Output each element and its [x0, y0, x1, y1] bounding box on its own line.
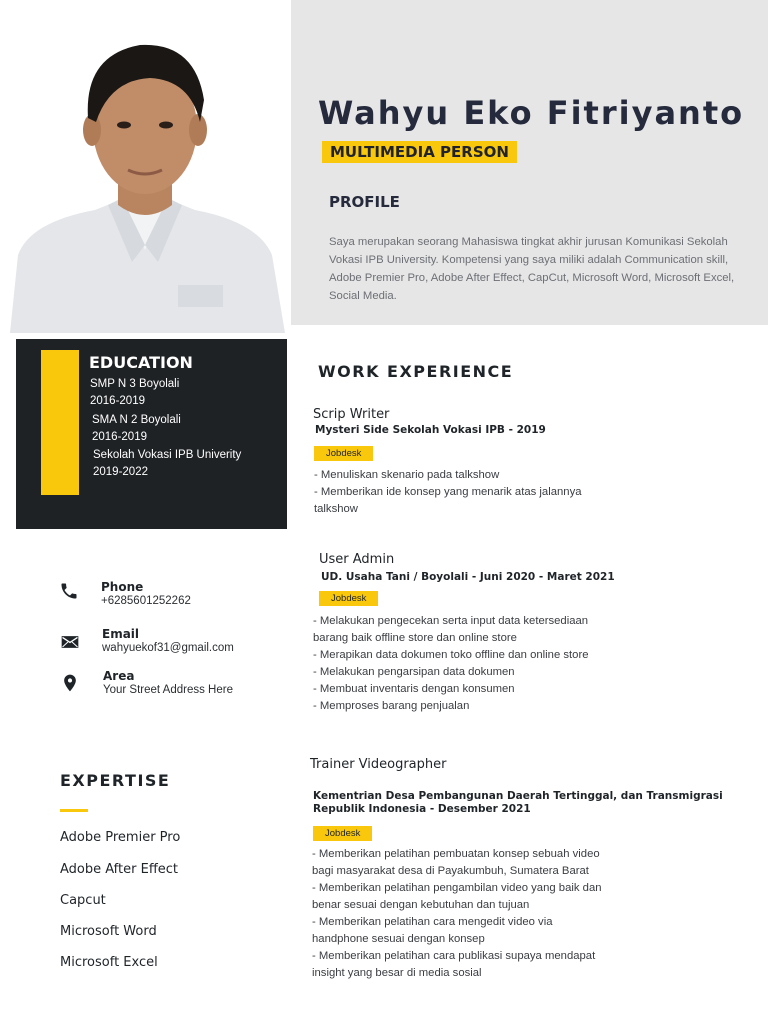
education-school: SMA N 2 Boyolali — [92, 414, 181, 426]
job-duties — [314, 467, 582, 518]
skill-item: Capcut — [60, 893, 106, 908]
profile-text: Saya merupakan seorang Mahasiswa tingkat akhir jurusan Komunikasi Sekolah Vokasi IPB University. Kompetensi yang saya miliki adalah Communication skill, Adobe Premier Pro, Adobe After Effect, CapCut, Microsoft Word, Microsoft Excel, Social Media. — [329, 236, 735, 302]
area-value: Your Street Address Here — [103, 684, 233, 696]
education-years: 2019-2022 — [93, 466, 148, 478]
education-years: 2016-2019 — [92, 431, 147, 443]
duty-line: - Memberikan pelatihan cara publikasi supaya mendapat — [312, 950, 596, 962]
job-organization: UD. Usaha Tani / Boyolali - Juni 2020 - Maret 2021 — [321, 571, 615, 583]
duty-line: handphone sesuai dengan konsep — [312, 933, 485, 945]
phone-label: Phone — [101, 580, 144, 594]
location-pin-icon — [60, 673, 80, 693]
skill-item: Adobe Premier Pro — [60, 830, 181, 845]
job-duties — [312, 846, 602, 982]
duty-line: - Membuat inventaris dengan konsumen — [313, 683, 515, 695]
jobdesk-badge: Jobdesk — [314, 446, 373, 461]
education-heading: EDUCATION — [89, 353, 193, 372]
duty-line: - Menuliskan skenario pada talkshow — [314, 469, 500, 481]
education-school: Sekolah Vokasi IPB Univerity — [93, 449, 242, 461]
skill-item: Microsoft Excel — [60, 955, 158, 970]
duty-line: - Memproses barang penjualan — [313, 700, 470, 712]
duty-line: - Melakukan pengarsipan data dokumen — [313, 666, 515, 678]
education-accent-bar — [41, 350, 79, 495]
person-name: Wahyu Eko Fitriyanto — [318, 94, 745, 132]
duty-line: - Memberikan pelatihan pengambilan video yang baik dan — [312, 882, 602, 894]
job-organization-line: Republik Indonesia - Desember 2021 — [313, 803, 531, 815]
job-position: Scrip Writer — [313, 407, 390, 422]
job-organization — [313, 790, 723, 816]
email-label: Email — [102, 627, 140, 641]
duty-line: - Memberikan pelatihan cara mengedit video via — [312, 916, 553, 928]
expertise-underline — [60, 809, 88, 812]
phone-icon — [59, 581, 79, 601]
phone-value: +6285601252262 — [101, 595, 191, 607]
education-school: SMP N 3 Boyolali — [90, 378, 180, 390]
job-duties — [313, 613, 588, 715]
work-experience-heading: WORK EXPERIENCE — [318, 362, 514, 381]
job-organization: Mysteri Side Sekolah Vokasi IPB - 2019 — [315, 424, 546, 436]
portrait-illustration — [0, 0, 291, 333]
job-organization-line: Kementrian Desa Pembangunan Daerah Tertinggal, dan Transmigrasi — [313, 790, 723, 802]
duty-line: - Memberikan ide konsep yang menarik atas jalannya — [314, 486, 582, 498]
duty-line: barang baik offline store dan online store — [313, 632, 517, 644]
area-label: Area — [103, 669, 135, 683]
role-badge: MULTIMEDIA PERSON — [322, 141, 517, 163]
education-years: 2016-2019 — [90, 395, 145, 407]
skill-item: Microsoft Word — [60, 924, 157, 939]
duty-line: bagi masyarakat desa di Payakumbuh, Sumatera Barat — [312, 865, 589, 877]
skill-item: Adobe After Effect — [60, 862, 179, 877]
jobdesk-badge: Jobdesk — [319, 591, 378, 606]
profile-photo — [0, 0, 291, 333]
envelope-icon — [60, 632, 80, 652]
duty-line: benar sesuai dengan kebutuhan dan tujuan — [312, 899, 530, 911]
jobdesk-badge: Jobdesk — [313, 826, 372, 841]
job-position: User Admin — [319, 552, 395, 567]
duty-line: - Memberikan pelatihan pembuatan konsep sebuah video — [312, 848, 600, 860]
duty-line: - Merapikan data dokumen toko offline dan online store — [313, 649, 589, 661]
profile-heading: PROFILE — [329, 193, 400, 211]
expertise-heading: EXPERTISE — [60, 771, 171, 790]
duty-line: talkshow — [314, 503, 358, 515]
job-position: Trainer Videographer — [310, 757, 447, 772]
duty-line: - Melakukan pengecekan serta input data ketersediaan — [313, 615, 589, 627]
email-value: wahyuekof31@gmail.com — [102, 642, 234, 654]
duty-line: insight yang besar di media sosial — [312, 967, 482, 979]
